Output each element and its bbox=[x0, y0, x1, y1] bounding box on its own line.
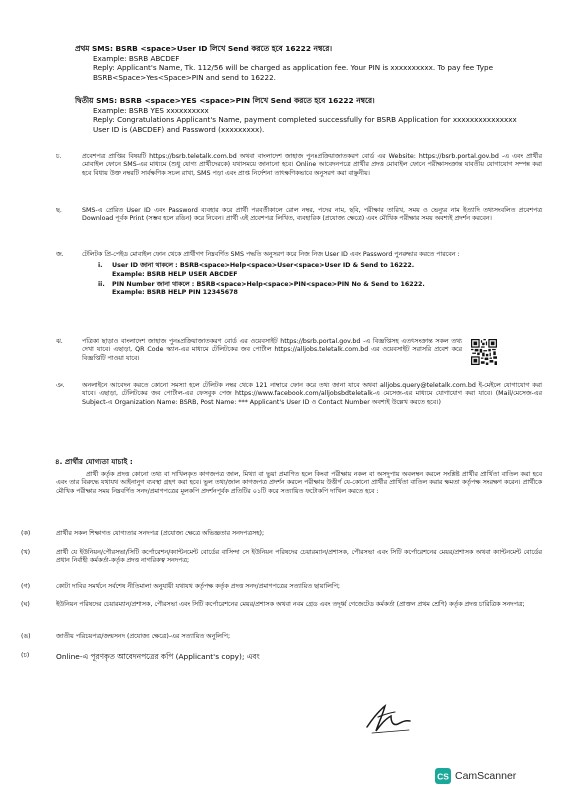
section4-item-gha bbox=[21, 601, 542, 609]
sms1-block bbox=[75, 44, 535, 82]
para-chha-text: SMS-এ প্রেরিত User ID এবং Password ব্যবহার করে প্রার্থী পরবর্তীকালে রোল নম্বর, পদের নাম, ছবি, পরীক্ষার তারিখ, সময় ও ভেন্যুর নাম ইত্যাদি তথ্যসংবলিত প্রবেশপত্র Download পূর্বক Print (সম্ভব হলে রঙিন) করে নিবেন। প্রার্থী এই প্রবেশপত্র লিখিত, ব্যবহারিক (প্রযোজ্য ক্ষেত্রে) এবং মৌখিক পরীক্ষার সময় অবশ্যই প্রদর্শন করবেন। bbox=[82, 207, 542, 223]
ja-item-1 bbox=[82, 262, 542, 279]
para-ja bbox=[56, 251, 542, 297]
sms2-example: Example: BSRB YES xxxxxxxxxx bbox=[93, 105, 209, 115]
ja-item-1-text: User ID জানা থাকলে : BSRB<space>Help<space>User<space>User ID & Send to 16222. bbox=[112, 262, 415, 270]
item-ga-text: কোটা দাবির সমর্থনে সর্বশেষ নীতিমালা অনুযায়ী যথাযথ কর্তৃপক্ষ কর্তৃক প্রদত্ত সনদ/প্রমাণপত্রের সত্যায়িত ছায়ালিপি; bbox=[56, 583, 340, 590]
item-nga-text: জাতীয় পরিচয়পত্র/জন্মসনদ (প্রযোজ্য ক্ষেত্রে)-এর সত্যায়িত অনুলিপি; bbox=[56, 633, 231, 640]
sms1-example: Example: BSRB ABCDEF bbox=[93, 53, 180, 63]
item-ka-label: (ক) bbox=[21, 530, 31, 537]
ja-item-2 bbox=[82, 281, 542, 298]
para-nya bbox=[56, 382, 542, 407]
ja-item-1-roman: i. bbox=[98, 262, 103, 270]
para-jha bbox=[56, 338, 462, 363]
sms1-heading: প্রথম SMS: BSRB <space>User ID লিখে Send করতে হবে 16222 নম্বরে। bbox=[75, 44, 332, 53]
ja-item-2-example: Example: BSRB HELP PIN 12345678 bbox=[112, 289, 238, 297]
sms2-heading: দ্বিতীয় SMS: BSRB <space>YES <space>PIN লিখে Send করতে হবে 16222 নম্বরে। bbox=[75, 96, 375, 105]
ja-item-2-text: PIN Number জানা থাকলে : BSRB<space>Help<space>PIN<space>PIN No & Send to 16222. bbox=[112, 280, 425, 288]
qr-code-icon[interactable] bbox=[471, 339, 497, 365]
camscanner-logo-icon bbox=[435, 768, 451, 784]
item-ga-label: (গ) bbox=[21, 583, 31, 590]
item-cha-text: Online-এ পূরণকৃত আবেদনপত্রের কপি (Applicant's copy); এবং bbox=[56, 652, 260, 661]
item-gha-text: ইউনিয়ন পরিষদের চেয়ারম্যান/প্রশাসক, পৌরসভা এবং সিটি কর্পোরেশনের মেয়র/প্রশাসক অথবা নবম গ্রেড এবং তদূর্ধ্ব গেজেটেড কর্মকর্তা (প্রাক্তন প্রথম শ্রেণি) কর্তৃক প্রদত্ত চারিত্রিক সনদপত্র; bbox=[56, 601, 525, 608]
para-chha-mark: ছ. bbox=[56, 207, 62, 214]
ja-item-1-example: Example: BSRB HELP USER ABCDEF bbox=[112, 270, 238, 278]
item-ka-text: প্রার্থীর সকল শিক্ষাগত যোগ্যতার সনদপত্র (প্রযোজ্য ক্ষেত্রে অভিজ্ঞতার সনদপত্রসহ); bbox=[56, 530, 265, 537]
item-gha-label: (ঘ) bbox=[21, 601, 30, 608]
para-cha-text: প্রবেশপত্র প্রাপ্তির বিষয়টি https://bsrb.teletalk.com.bd অথবা বাংলাদেশ জাহাজ পুনঃপ্রক্রিয়াজাতকরণ বোর্ড এর Website: https://bsrb.portal.gov.bd -এ এবং প্রার্থীর মোবাইল ফোনে SMS-এর মাধ্যমে (শুধু যোগ্য প্রার্থীদেরকে) যথাসময়ে জানানো হবে। Online আবেদনপত্রে প্রার্থীর প্রদত্ত মোবাইল ফোনে পরীক্ষাসংক্রান্ত যাবতীয় যোগাযোগ সম্পন্ন করা হবে বিধায় উক্ত নম্বরটি সার্বক্ষণিক সচল রাখা, SMS পড়া এবং প্রাপ্ত নির্দেশনা তাৎক্ষণিকভাবে অনুসরণ করা বাঞ্ছনীয়। bbox=[82, 153, 542, 177]
sms1-reply: Reply: Applicant's Name, Tk. 112/56 will be charged as application fee. Your PIN is xxxxxxxxxx. To pay fee Type BSRB<Space>Yes<Space>PIN and send to 16222. bbox=[93, 63, 494, 82]
camscanner-brand-text: CamScanner bbox=[455, 770, 517, 782]
para-cha bbox=[56, 153, 542, 178]
para-jha-text: পত্রিকা ছাড়াও বাংলাদেশ জাহাজ পুনঃপ্রক্রিয়াজাতকরণ বোর্ড এর ওয়েবসাইট https://bsrb.portal.gov.bd -এ বিজ্ঞপ্তিসহ এতৎসংক্রান্ত সকল তথ্য দেখা যাবে। এছাড়া, QR Code স্ক্যান-এর মাধ্যমে টেলিটকের জব পোর্টাল https://alljobs.teletalk.com.bd এর ওয়েবসাইট সরাসরি প্রবেশ করে বিজ্ঞপ্তিটি পাওয়া যাবে। bbox=[82, 338, 462, 362]
para-jha-mark: ঝ. bbox=[56, 338, 63, 345]
item-cha-label: (চ) bbox=[21, 652, 30, 659]
section4-item-nga bbox=[21, 633, 542, 641]
para-nya-text: অনলাইনে আবেদন করতে কোনো সমস্যা হলে টেলিটক নম্বর থেকে 121 নাম্বারে ফোন করে তথ্য জানা যাবে অথবা alljobs.query@teletalk.com.bd ই-মেইলে যোগাযোগ করা যাবে। এছাড়া, টেলিটকের জব পোর্টাল-এর ফেসবুক পেজ https://www.facebook.com/alljobsbdteletalk-এ মেসেজ-এর মাধ্যমে যোগাযোগ করা যাবে। (Mail/মেসেজ-এর Subject-এ Organization Name: BSRB, Post Name: *** Applicant's User ID ও Contact Number অবশ্যই উল্লেখ করতে হবে।) bbox=[82, 382, 542, 406]
svg-text:CS: CS bbox=[437, 771, 449, 782]
para-chha bbox=[56, 207, 542, 224]
section4-item-ga bbox=[21, 583, 542, 591]
para-ja-text: টেলিটক প্রি-পেইড মোবাইল ফোন থেকে প্রার্থীগণ নিম্নবর্ণিত SMS পদ্ধতি অনুসরণ করে নিজ নিজ User ID এবং Password পুনরুদ্ধার করতে পারবেন : bbox=[82, 251, 460, 258]
item-kha-label: (খ) bbox=[21, 549, 31, 556]
ja-item-2-roman: ii. bbox=[98, 280, 105, 288]
item-kha-text: প্রার্থী যে ইউনিয়ন/পৌরসভা/সিটি কর্পোরেশন/ক্যান্টনমেন্ট বোর্ডের বাসিন্দা সে ইউনিয়ন পরিষদের চেয়ারম্যান/প্রশাসক, পৌরসভা এবং সিটি কর্পোরেশনের মেয়র/প্রশাসক অথবা ক্যান্টনমেন্ট বোর্ডের প্রধান নির্বাহী কর্মকর্তা-কর্তৃক প্রদত্ত নাগরিকত্ব সনদপত্র; bbox=[56, 549, 542, 565]
signature-image bbox=[363, 700, 413, 736]
section4-item-kha bbox=[21, 549, 542, 566]
sms2-reply: Reply: Congratulations Applicant's Name, payment completed successfully for BSRB Application for xxxxxxxxxxxxxxx User ID is (ABCDEF) and Password (xxxxxxxxx). bbox=[93, 115, 517, 134]
camscanner-watermark bbox=[437, 770, 517, 784]
item-nga-label: (ঙ) bbox=[21, 633, 31, 640]
section4-item-cha bbox=[21, 652, 542, 662]
section4-item-ka bbox=[21, 530, 542, 538]
section4-intro: প্রার্থী কর্তৃক প্রদত্ত কোনো তথ্য বা দাখিলকৃত কাগজপত্র জাল, মিথ্যা বা ভুয়া প্রমাণিত হলে কিংবা পরীক্ষায় নকল বা অসদুপায় অবলম্বন করলে সংশ্লিষ্ট প্রার্থীর প্রার্থিতা বাতিল করা হবে এবং তার বিরুদ্ধে যথাযথ আইনানুগ ব্যবস্থা গ্রহণ করা হবে। ভুল তথ্য/জাল কাগজপত্র প্রদর্শন করলে পরীক্ষায় উত্তীর্ণ যে-কোনো প্রার্থীর প্রার্থিতা বাতিল করার ক্ষমতা কর্তৃপক্ষ সংরক্ষণ করেন। প্রার্থীকে মৌখিক পরীক্ষার সময় নিম্নবর্ণিত সনদ/প্রমাণপত্রের মূলকপি প্রদর্শনপূর্বক প্রতিটির ০১টি করে সত্যায়িত ফটোকপি দাখিল করতে হবে : bbox=[56, 471, 542, 495]
sms2-block bbox=[75, 96, 535, 134]
para-cha-mark: চ. bbox=[56, 153, 62, 160]
para-ja-mark: জ. bbox=[56, 251, 64, 258]
section4-heading: ৪. প্রার্থীর যোগ্যতা যাচাই : bbox=[55, 457, 133, 466]
para-nya-mark: ঞ. bbox=[56, 382, 65, 389]
